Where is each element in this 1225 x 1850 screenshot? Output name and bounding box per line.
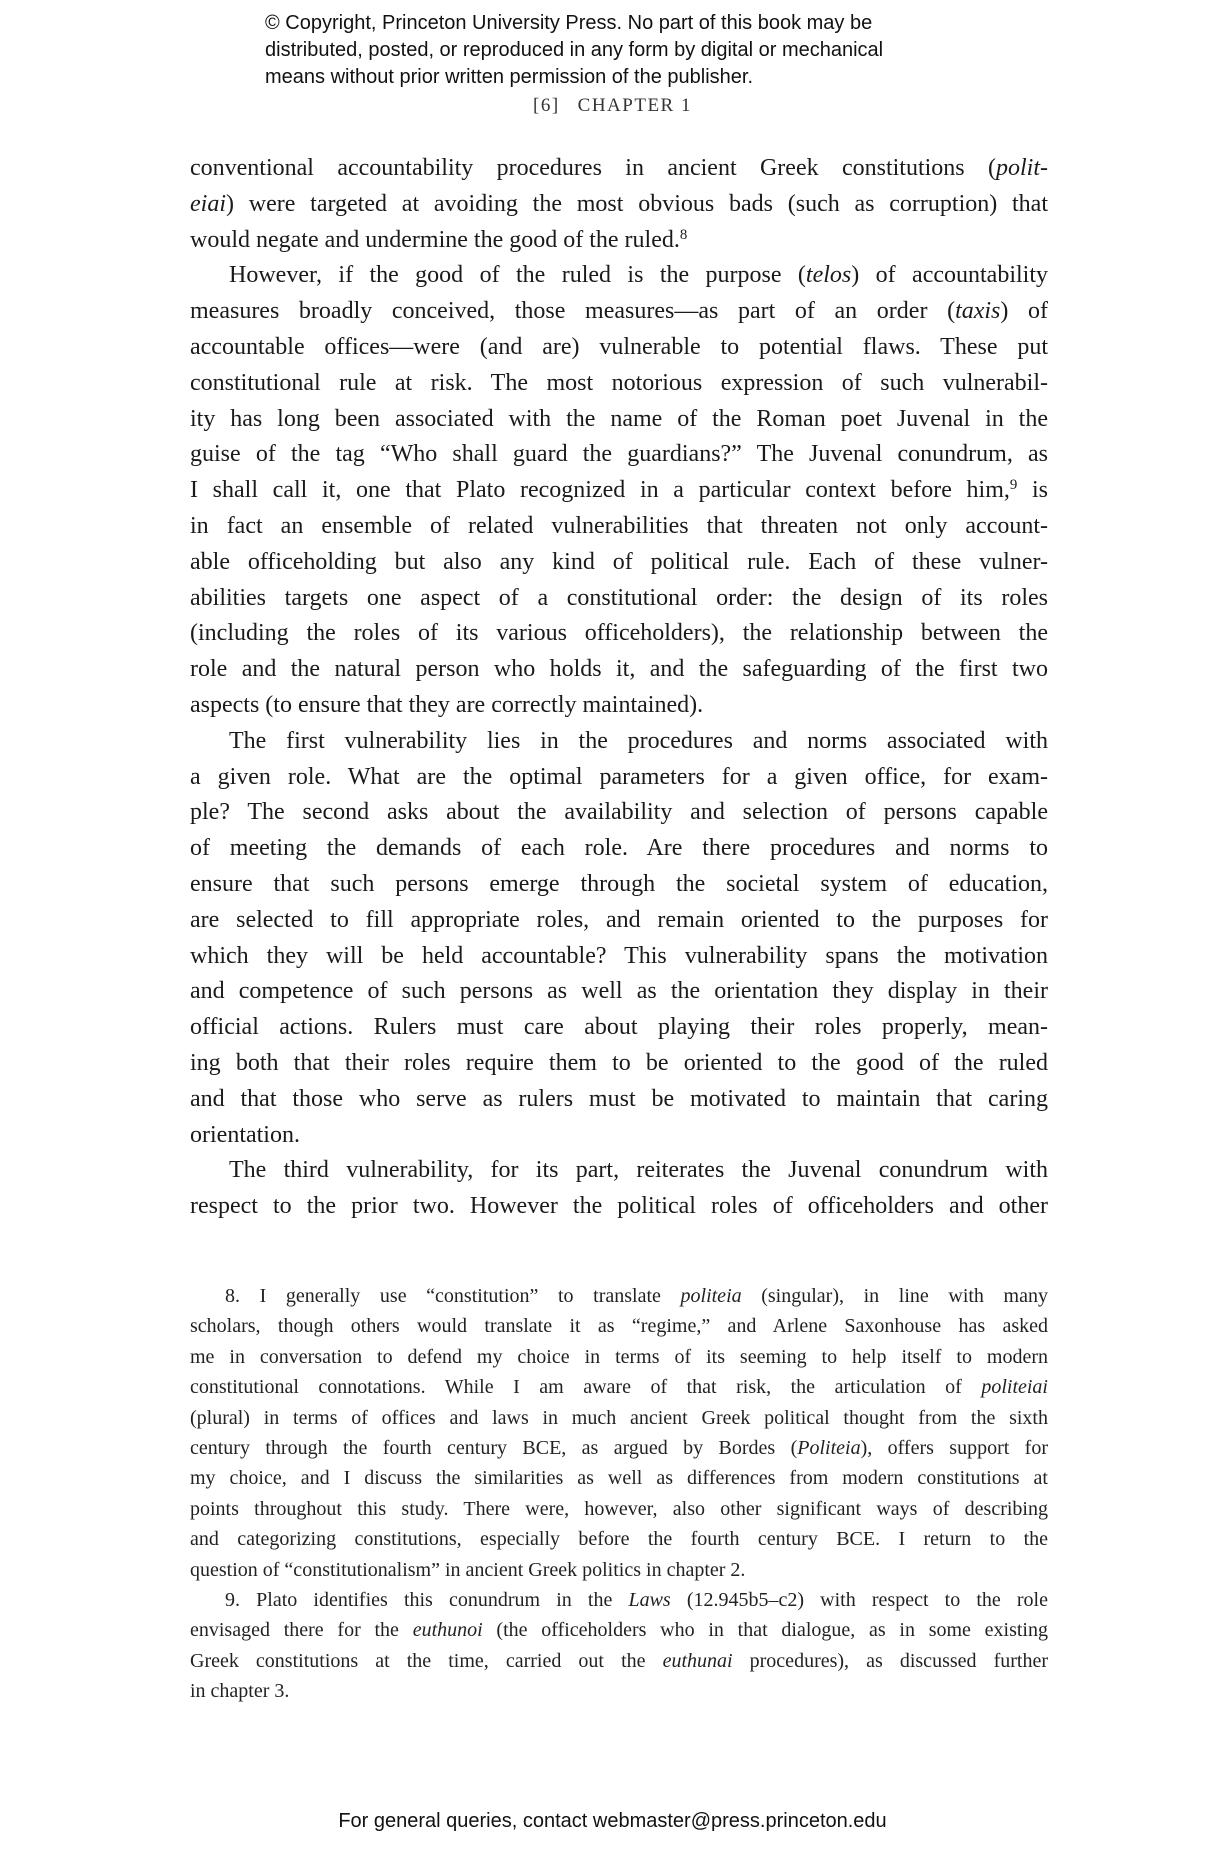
text-run: Greek constitutions at the time, carried out the <box>190 1649 663 1672</box>
text-run: (plural) in terms of offices and laws in much ancient Greek political thought from the sixth <box>190 1406 1048 1429</box>
text-run: points throughout this study. There were, however, also other significant ways of describing <box>190 1497 1048 1520</box>
paragraph <box>190 724 1048 1154</box>
text-line <box>190 1676 1048 1706</box>
italic-term: taxis <box>955 298 1001 325</box>
text-run: conventional accountability procedures in ancient Greek constitutions ( <box>190 155 996 181</box>
text-line <box>190 652 1048 688</box>
copyright-line: © Copyright, Princeton University Press. No part of this book may be <box>265 12 873 34</box>
text-run: would negate and undermine the good of the ruled. <box>190 226 680 253</box>
text-line <box>190 795 1048 831</box>
text-run: The third vulnerability, for its part, reiterates the Juvenal conundrum with <box>229 1157 1048 1184</box>
text-line <box>190 187 1048 223</box>
footnote-ref: 9 <box>1009 477 1018 493</box>
text-run: ple? The second asks about the availability and selection of persons capable <box>190 799 1048 826</box>
text-run: question of “constitutionalism” in ancient Greek politics in chapter 2. <box>190 1558 746 1581</box>
text-line <box>190 1046 1048 1082</box>
text-line <box>190 1311 1048 1341</box>
text-run: are selected to fill appropriate roles, and remain oriented to the purposes for <box>190 906 1048 933</box>
italic-term: Laws <box>628 1589 671 1612</box>
text-run: orientation. <box>190 1121 300 1148</box>
text-run: which they will be held accountable? This vulnerability spans the motivation <box>190 942 1048 969</box>
text-run: ), offers support for <box>860 1437 1048 1460</box>
italic-term: telos <box>805 262 852 289</box>
text-run: guise of the tag “Who shall guard the guardians?” The Juvenal conundrum, as <box>190 441 1048 468</box>
text-run: The first vulnerability lies in the procedures and norms associated with <box>229 727 1048 754</box>
text-run: measures broadly conceived, those measures—as part of an order ( <box>190 298 956 325</box>
text-line <box>190 1189 1048 1225</box>
text-line <box>190 1403 1048 1433</box>
text-run: (12.945b5–c2) with respect to the role <box>670 1589 1048 1612</box>
text-run: me in conversation to defend my choice in terms of its seeming to help itself to modern <box>190 1345 1048 1368</box>
chapter-label: CHAPTER 1 <box>577 95 692 116</box>
text-run: is <box>1017 477 1048 504</box>
text-run: abilities targets one aspect of a constitutional order: the design of its roles <box>190 584 1048 611</box>
text-line <box>190 1646 1048 1676</box>
text-line <box>190 366 1048 402</box>
text-line <box>190 1118 1048 1154</box>
text-run: able officeholding but also any kind of political rule. Each of these vulner- <box>190 548 1048 575</box>
text-line <box>190 151 1048 187</box>
italic-term: polit- <box>996 155 1048 181</box>
text-run: accountable offices—were (and are) vulnerable to potential flaws. These put <box>190 333 1048 360</box>
copyright-line: means without prior written permission of the publisher. <box>265 66 754 88</box>
text-line <box>190 437 1048 473</box>
text-run: ing both that their roles require them to be oriented to the good of the ruled <box>190 1049 1048 1076</box>
text-run: scholars, though others would translate it as “regime,” and Arlene Saxonhouse has asked <box>190 1315 1048 1338</box>
text-run: and that those who serve as rulers must be motivated to maintain that caring <box>190 1085 1048 1112</box>
text-line <box>190 1615 1048 1645</box>
text-run: procedures), as discussed further <box>732 1649 1048 1672</box>
text-run: role and the natural person who holds it, and the safeguarding of the first two <box>190 656 1048 683</box>
italic-term: politeia <box>680 1285 742 1307</box>
text-run: of meeting the demands of each role. Are there procedures and norms to <box>190 835 1048 862</box>
text-line <box>190 258 1048 294</box>
text-run: ) of <box>1000 298 1049 325</box>
running-head <box>0 95 1225 117</box>
page-number: [6] <box>533 95 560 116</box>
text-line <box>190 688 1048 724</box>
text-line <box>190 1433 1048 1463</box>
text-line <box>190 330 1048 366</box>
text-line <box>190 294 1048 330</box>
copyright-line: distributed, posted, or reproduced in any form by digital or mechanical <box>265 39 884 61</box>
text-run: official actions. Rulers must care about playing their roles properly, mean- <box>190 1014 1048 1041</box>
text-line <box>190 974 1048 1010</box>
text-line <box>190 1463 1048 1493</box>
text-run: and competence of such persons as well as the orientation they display in their <box>190 978 1048 1005</box>
text-run: century through the fourth century BCE, as argued by Bordes ( <box>190 1437 798 1460</box>
text-run: ) were targeted at avoiding the most obvious bads (such as corruption) that <box>226 190 1048 217</box>
text-line <box>190 545 1048 581</box>
text-run: ) of accountability <box>851 262 1048 289</box>
text-run: constitutional rule at risk. The most notorious expression of such vulnerabil- <box>190 369 1048 396</box>
text-run: (the officeholders who in that dialogue, as in some existing <box>482 1619 1048 1642</box>
italic-term: Politeia <box>797 1437 861 1460</box>
text-run: in fact an ensemble of related vulnerabilities that threaten not only account- <box>190 512 1048 539</box>
text-line <box>190 223 1048 259</box>
paragraph <box>190 151 1048 258</box>
text-line <box>190 939 1048 975</box>
text-run: 9. Plato identifies this conundrum in the <box>225 1589 629 1612</box>
text-run: ity has long been associated with the name of the Roman poet Juvenal in the <box>190 405 1048 432</box>
text-line <box>190 581 1048 617</box>
paragraph <box>190 1153 1048 1225</box>
text-run: respect to the prior two. However the political roles of officeholders and other <box>190 1193 1048 1220</box>
text-line <box>190 509 1048 545</box>
footnote <box>190 1281 1048 1585</box>
italic-term: eiai <box>190 190 226 217</box>
text-run: in chapter 3. <box>190 1680 290 1703</box>
text-run: and categorizing constitutions, especially before the fourth century BCE. I return to the <box>190 1528 1048 1551</box>
paragraph <box>190 258 1048 723</box>
text-run: ensure that such persons emerge through the societal system of education, <box>190 870 1048 897</box>
text-run: However, if the good of the ruled is the purpose ( <box>229 262 806 289</box>
text-run: envisaged there for the <box>190 1619 413 1642</box>
text-line <box>190 1585 1048 1615</box>
italic-term: euthunai <box>662 1649 733 1672</box>
text-run: aspects (to ensure that they are correctly maintained). <box>190 691 704 718</box>
text-run: constitutional connotations. While I am aware of that risk, the articulation of <box>190 1376 982 1399</box>
text-line <box>190 724 1048 760</box>
text-line <box>190 831 1048 867</box>
footnote <box>190 1585 1048 1707</box>
text-line <box>190 402 1048 438</box>
text-line <box>190 473 1048 509</box>
text-line <box>190 903 1048 939</box>
text-run: (including the roles of its various officeholders), the relationship between the <box>190 620 1048 647</box>
text-line <box>190 616 1048 652</box>
text-line <box>190 760 1048 796</box>
text-run: my choice, and I discuss the similarities as well as differences from modern constitutions at <box>190 1467 1048 1490</box>
text-line <box>190 1153 1048 1189</box>
text-line <box>190 1010 1048 1046</box>
footer-contact: For general queries, contact webmaster@press.princeton.edu <box>338 1810 887 1832</box>
copyright-notice <box>265 10 883 91</box>
text-run: (singular), in line with many <box>741 1285 1048 1307</box>
text-run: 8. I generally use “constitution” to translate <box>225 1285 681 1307</box>
footnotes <box>190 1281 1048 1707</box>
text-line <box>190 1494 1048 1524</box>
italic-term: euthunoi <box>412 1619 483 1642</box>
text-line <box>190 867 1048 903</box>
text-line <box>190 1281 1048 1311</box>
footnote-ref: 8 <box>679 226 688 243</box>
italic-term: politeiai <box>981 1376 1048 1399</box>
text-run: a given role. What are the optimal parameters for a given office, for exam- <box>190 763 1048 790</box>
text-line <box>190 1372 1048 1402</box>
text-line <box>190 1342 1048 1372</box>
text-line <box>190 1082 1048 1118</box>
text-run: I shall call it, one that Plato recognized in a particular context before him, <box>190 477 1010 504</box>
body-text <box>190 151 1048 1225</box>
text-line <box>190 1555 1048 1585</box>
text-line <box>190 1524 1048 1554</box>
